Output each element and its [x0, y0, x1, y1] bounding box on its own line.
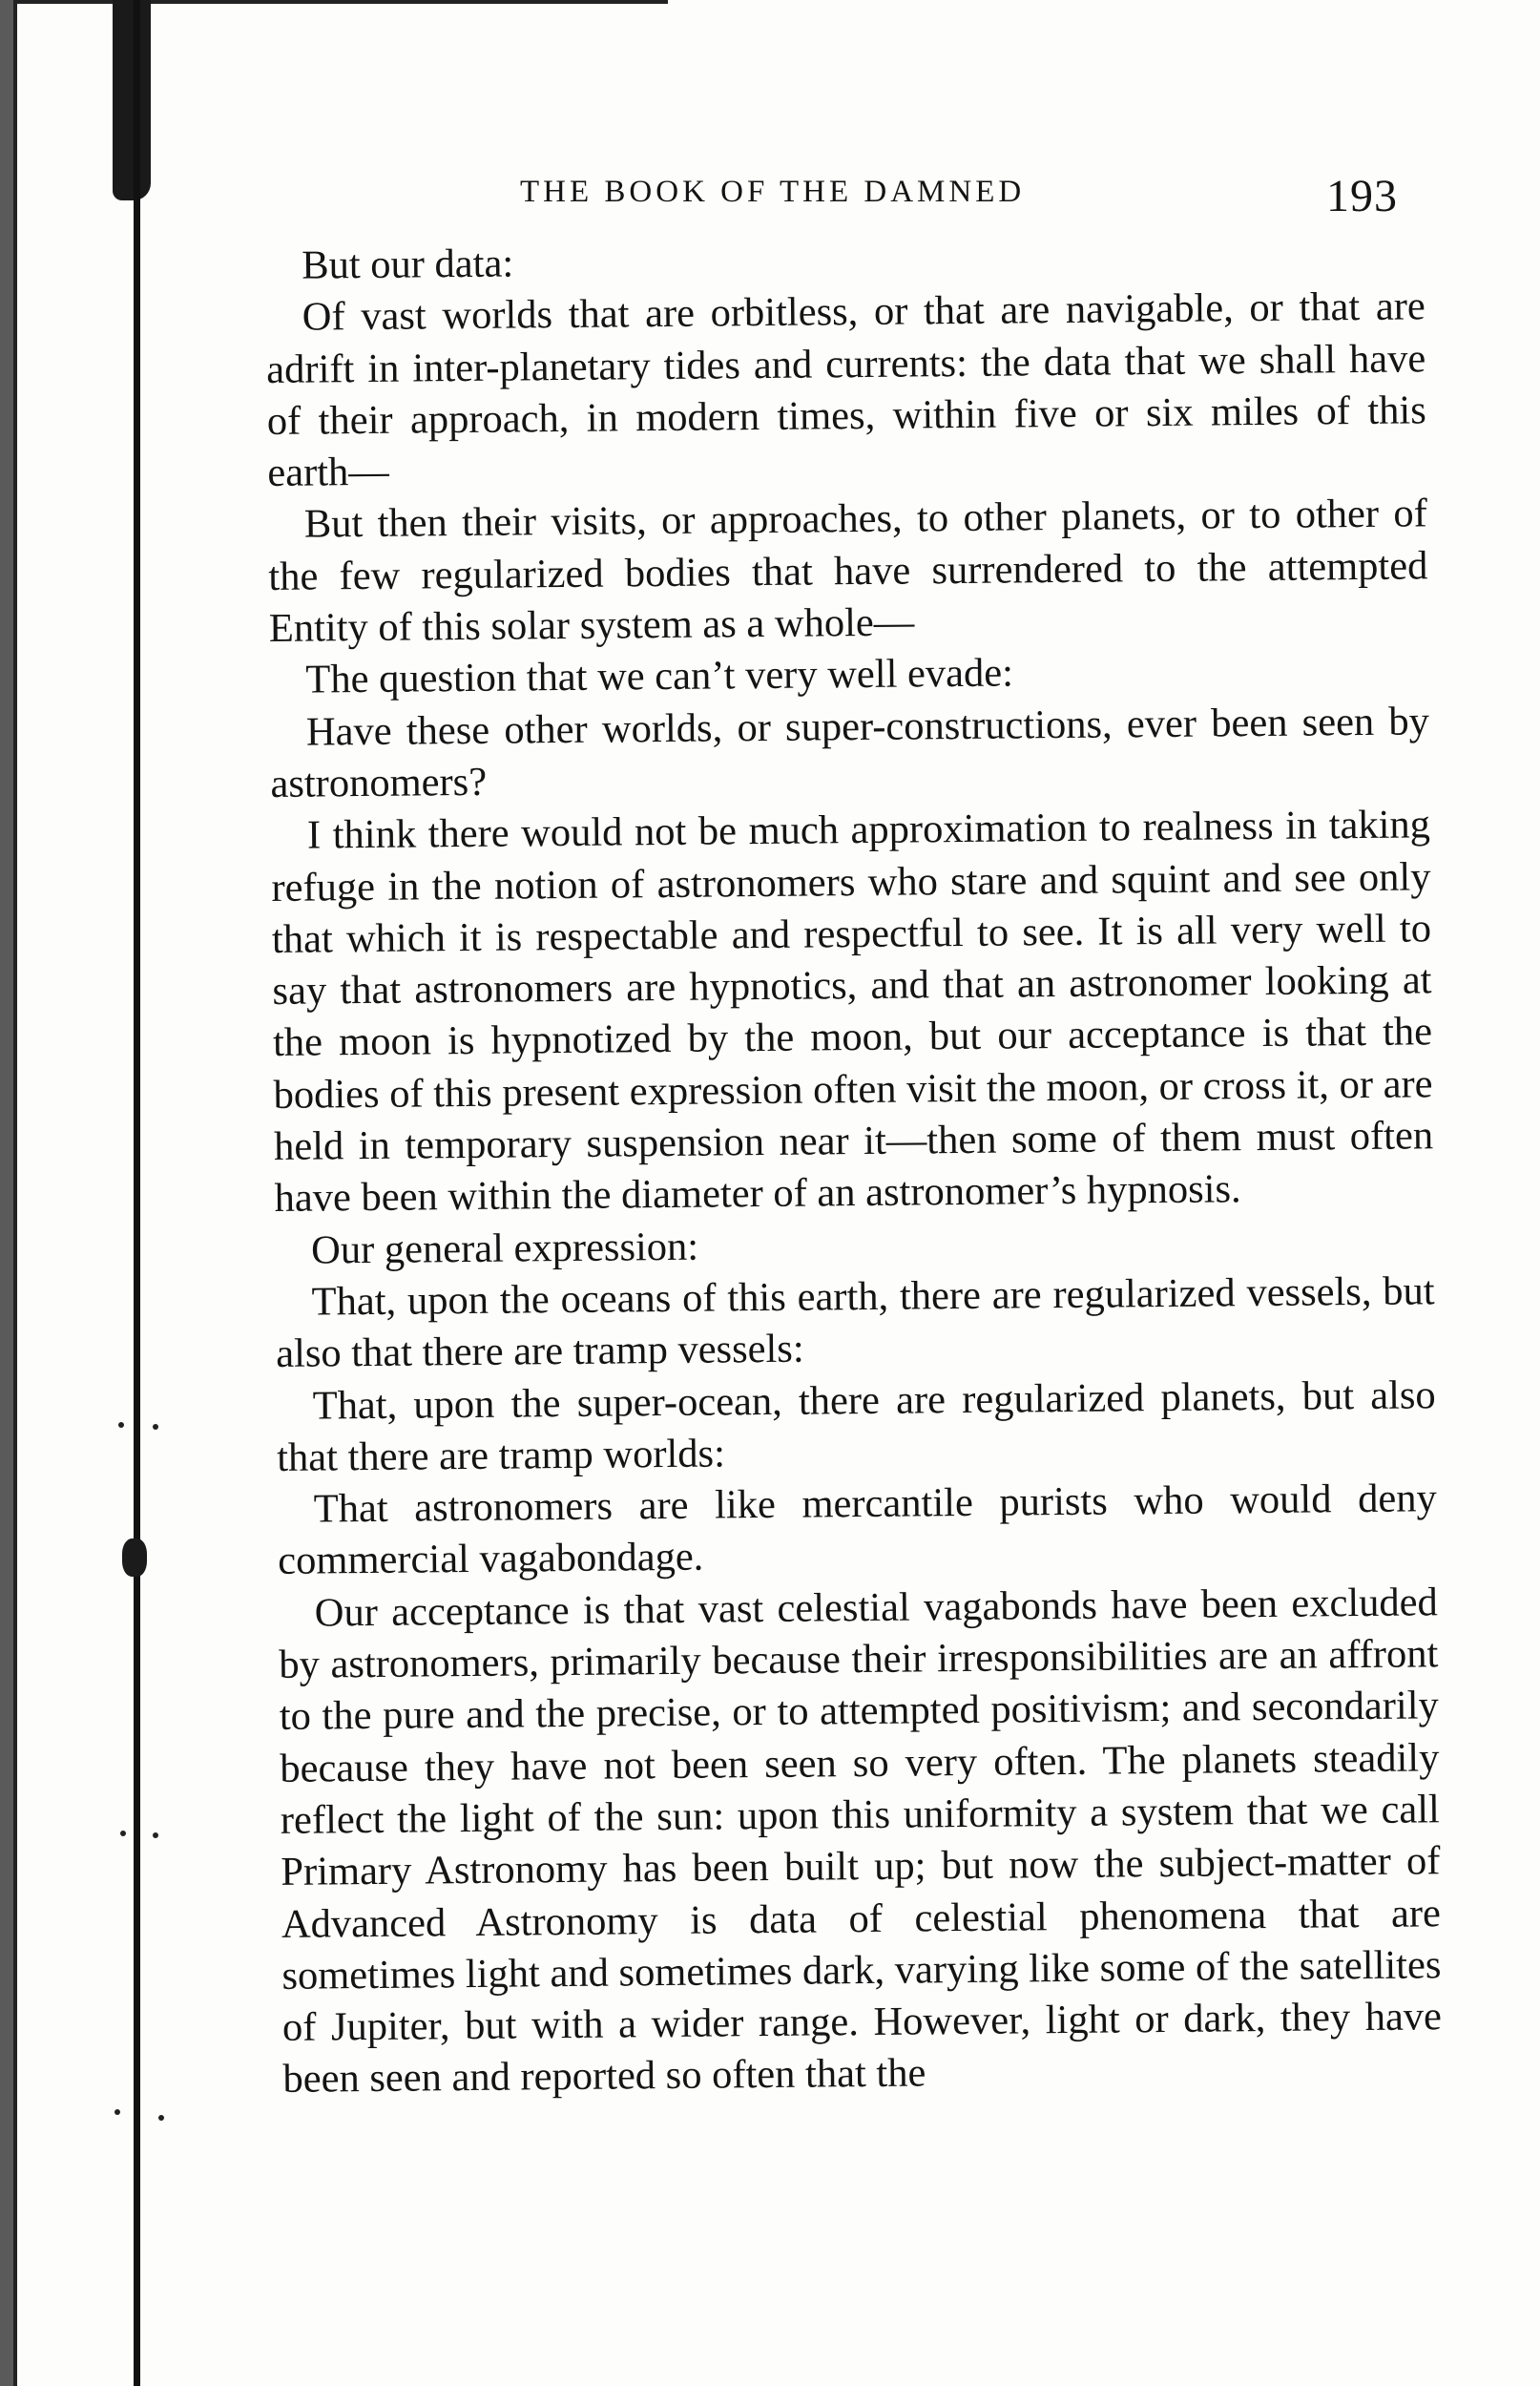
gutter-line: [134, 0, 140, 2386]
binding-shadow: [113, 0, 151, 200]
paragraph: That astronomers are like mercantile purists who would deny commercial vagabondage.: [278, 1476, 1437, 1584]
paragraph: Our general expression:: [310, 1224, 699, 1273]
paragraph: But then their visits, or approaches, to other planets, or to other of the few regularized bodies that have surrendered to the attempted Entity of this solar system as a whole—: [268, 491, 1428, 652]
page-number: 193: [1326, 171, 1398, 221]
gutter-speck: [153, 1424, 158, 1430]
paragraph: But our data:: [302, 241, 514, 288]
paragraph: That, upon the oceans of this earth, there are regularized vessels, but also that there are tramp vessels:: [275, 1268, 1435, 1377]
paragraph: The question that we can’t very well evade:: [305, 650, 1014, 702]
scan-top-edge: [0, 0, 668, 4]
gutter-speck: [120, 1831, 126, 1836]
gutter-speck: [118, 1422, 124, 1428]
gutter-mark: [122, 1538, 147, 1577]
paragraph: I think there would not be much approximation to realness in taking refuge in the notion of astronomers who stare and squint and see only that which it is respectable and respectful to see. It is all very well to say that astronomers are hypnotics, and that an astronomer looking at the moon is hypnotized by the moon, but our acceptance is that the bodies of this present expression often visit the moon, or cross it, or are held in temporary suspension near it—then some of them must often have been within the diameter of an astronomer’s hypnosis.: [271, 802, 1434, 1222]
binding-edge: [0, 0, 17, 2386]
running-head: THE BOOK OF THE DAMNED: [520, 175, 1026, 209]
gutter-speck: [153, 1832, 158, 1838]
paragraph: That, upon the super-ocean, there are regularized planets, but also that there are tramp worlds:: [277, 1371, 1436, 1480]
paragraph: Have these other worlds, or super-constructions, ever been seen by astronomers?: [270, 698, 1430, 806]
gutter-speck: [158, 2115, 164, 2121]
body-text: [265, 229, 1443, 2105]
paragraph: Our acceptance is that vast celestial vagabonds have been excluded by astronomers, primarily because their irresponsibilities are an affront to the pure and the precise, or to attempted positivism; and secondarily because they have not been seen so very often. The planets steadily reflect the light of the sun: upon this uniformity a system that we call Primary Astronomy has been built up; but now the subject-matter of Advanced Astronomy is data of celestial phenomena that are sometimes light and sometimes dark, varying like some of the satellites of Jupiter, but with a wider range. However, light or dark, they have been seen and reported so often that the: [279, 1579, 1443, 2103]
paragraph: Of vast worlds that are orbitless, or that are navigable, or that are adrift in inter-planetary tides and currents: the data that we shall have of their approach, in modern times, within five or six miles of this earth—: [266, 283, 1426, 496]
gutter-speck: [114, 2109, 120, 2115]
